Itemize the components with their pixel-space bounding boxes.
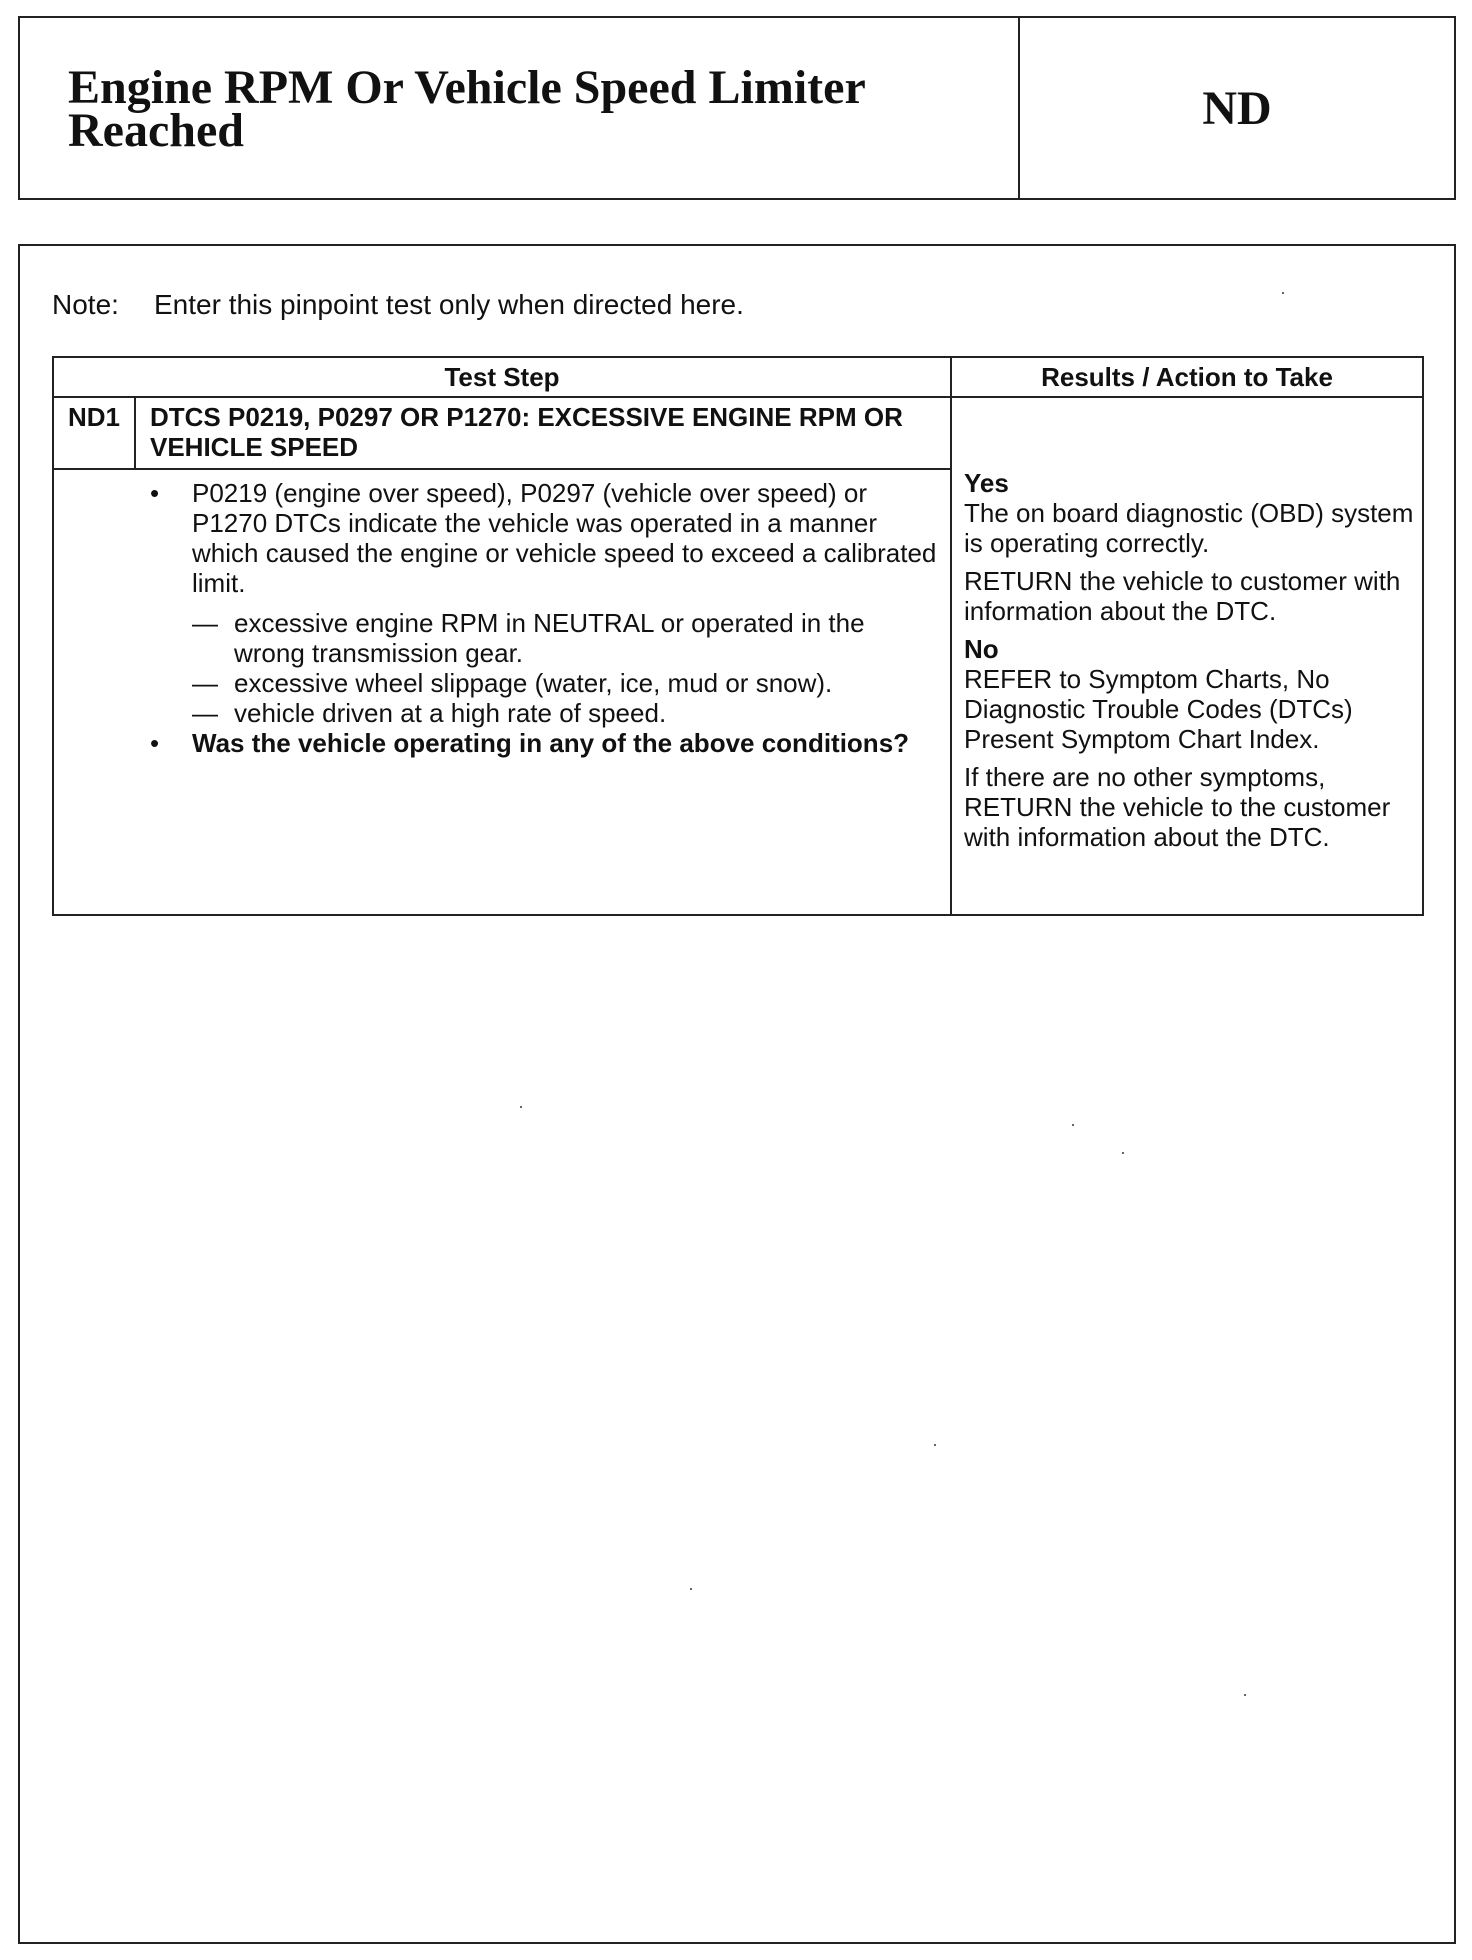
title-line-2: Reached	[68, 104, 244, 157]
bullet-text: P0219 (engine over speed), P0297 (vehicle over speed) or P1270 DTCs indicate the vehicle was operated in a manner which caused the engine or vehicle speed to exceed a calibrated limit.	[192, 478, 937, 598]
list-item	[192, 668, 938, 698]
content-frame	[18, 244, 1456, 1944]
note-label: Note:	[52, 289, 119, 320]
bullet-mark: •	[150, 478, 160, 508]
page-header	[18, 16, 1456, 200]
no-label: No	[964, 634, 999, 664]
scan-speck	[520, 1106, 522, 1108]
step-title: DTCS P0219, P0297 OR P1270: EXCESSIVE ENGINE RPM OR VEHICLE SPEED	[135, 397, 951, 469]
list-item	[192, 608, 938, 668]
scan-speck	[690, 1588, 692, 1590]
note	[52, 288, 744, 322]
table-header-row	[53, 357, 1423, 397]
yes-text-1: The on board diagnostic (OBD) system is operating correctly.	[964, 498, 1414, 558]
scan-speck	[1122, 1152, 1124, 1154]
dash-mark: —	[192, 608, 218, 638]
step-id: ND1	[53, 397, 135, 469]
yes-text-2: RETURN the vehicle to customer with information about the DTC.	[964, 566, 1401, 626]
scan-speck	[1244, 1694, 1246, 1696]
page-title	[20, 18, 1020, 198]
dash-mark: —	[192, 668, 218, 698]
step-body	[53, 469, 951, 915]
list-item	[192, 698, 938, 728]
dash-text: excessive engine RPM in NEUTRAL or operated in the wrong transmission gear.	[234, 608, 865, 668]
step-bullet-1	[150, 478, 938, 598]
no-text-1: REFER to Symptom Charts, No Diagnostic Trouble Codes (DTCs) Present Symptom Chart Index.	[964, 664, 1353, 754]
scan-speck	[934, 1444, 936, 1446]
note-text: Enter this pinpoint test only when directed here.	[154, 289, 744, 320]
no-text-2: If there are no other symptoms, RETURN the vehicle to the customer with information about the DTC.	[964, 762, 1391, 852]
pinpoint-test-table	[52, 356, 1424, 916]
section-code: ND	[1202, 81, 1272, 135]
scan-speck	[1072, 1124, 1074, 1126]
dash-mark: —	[192, 698, 218, 728]
step-title-row	[53, 397, 1423, 469]
results-cell	[951, 397, 1423, 915]
scan-speck	[1282, 292, 1284, 294]
bullet-mark: •	[150, 728, 160, 758]
title-line-1: Engine RPM Or Vehicle Speed Limiter	[68, 61, 866, 114]
header-test-step: Test Step	[53, 357, 951, 397]
step-bullet-question	[150, 728, 938, 758]
yes-label: Yes	[964, 468, 1009, 498]
header-results: Results / Action to Take	[951, 357, 1423, 397]
step-question: Was the vehicle operating in any of the above conditions?	[192, 728, 910, 758]
dash-text: vehicle driven at a high rate of speed.	[234, 698, 667, 728]
dash-list	[192, 608, 938, 728]
dash-text: excessive wheel slippage (water, ice, mud or snow).	[234, 668, 833, 698]
